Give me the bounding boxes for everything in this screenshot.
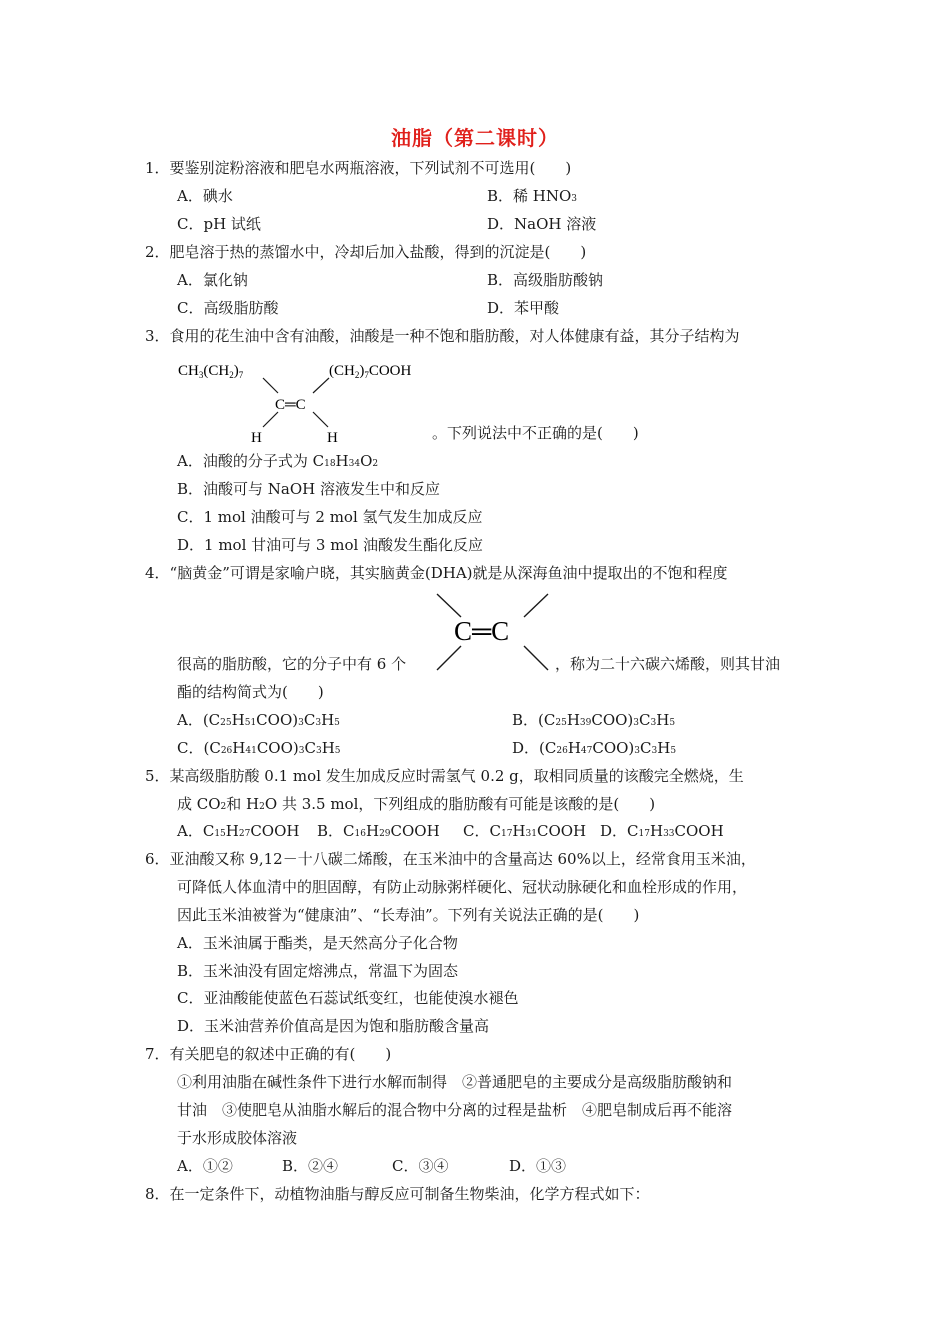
double-bond-structure bbox=[432, 588, 556, 676]
question-2-stem: 2．肥皂溶于热的蒸馏水中，冷却后加入盐酸，得到的沉淀是( ) bbox=[145, 243, 587, 261]
q7-statement-line-3: 于水形成胶体溶液 bbox=[177, 1129, 298, 1147]
bond-lower-right bbox=[524, 646, 548, 670]
question-6-line-3: 因此玉米油被誉为“健康油”、“长寿油”。下列有关说法正确的是( ) bbox=[177, 906, 640, 924]
q4-line-2-right: ，称为二十六碳六烯酸，则其甘油 bbox=[555, 655, 781, 673]
bond-upper-right bbox=[313, 378, 329, 393]
q2-option-c: C．高级脂肪酸 bbox=[177, 299, 279, 317]
q2-option-d: D．苯甲酸 bbox=[487, 299, 560, 317]
q4-option-a: A．(C25H51COO)3C3H5 bbox=[177, 711, 340, 729]
question-8-stem: 8．在一定条件下，动植物油脂与醇反应可制备生物柴油，化学方程式如下： bbox=[145, 1185, 650, 1203]
q3-stem-tail: 。下列说法中不正确的是( ) bbox=[432, 424, 639, 442]
q1-option-a: A．碘水 bbox=[177, 187, 233, 205]
q5-line-2: 成 CO2和 H2O 共 3.5 mol，下列组成的脂肪酸有可能是该酸的是( ) bbox=[177, 795, 656, 813]
q7-statement-line-1: ①利用油脂在碱性条件下进行水解而制得 ②普通肥皂的主要成分是高级脂肪酸钠和 bbox=[177, 1073, 733, 1091]
q7-option-b: B．②④ bbox=[282, 1157, 339, 1175]
q1-option-c: C．pH 试纸 bbox=[177, 215, 261, 233]
q1-option-b: B．稀 HNO3 bbox=[487, 187, 578, 205]
q5-option-a: A．C15H27COOH bbox=[177, 822, 300, 840]
q3-option-b: B．油酸可与 NaOH 溶液发生中和反应 bbox=[177, 480, 441, 498]
q3-option-a: A．油酸的分子式为 C18H34O2 bbox=[177, 452, 379, 470]
q5-option-b: B．C16H29COOH bbox=[317, 822, 440, 840]
structure-right-group: $(CH_2)_7COOH$ bbox=[329, 363, 412, 380]
q1-option-d: D．NaOH 溶液 bbox=[487, 215, 597, 233]
structure-double-bond: C═C bbox=[454, 616, 510, 646]
q4-option-d: D．(C26H47COO)3C3H5 bbox=[512, 739, 677, 757]
q5-option-c: C．C17H31COOH bbox=[463, 822, 587, 840]
q6-option-c: C．亚油酸能使蓝色石蕊试纸变红，也能使溴水褪色 bbox=[177, 989, 519, 1007]
question-6-line-1: 6．亚油酸又称 9,12－十八碳二烯酸，在玉米油中的含量高达 60%以上，经常食用玉米油， bbox=[145, 850, 756, 868]
bond-upper-left bbox=[437, 594, 461, 617]
question-1-stem: 1．要鉴别淀粉溶液和肥皂水两瓶溶液，下列试剂不可选用( ) bbox=[145, 159, 572, 177]
bond-lower-right bbox=[313, 412, 328, 427]
q4-line-2-left: 很高的脂肪酸，它的分子中有 6 个 bbox=[177, 655, 407, 673]
oleic-acid-structure bbox=[175, 356, 440, 448]
q6-option-b: B．玉米油没有固定熔沸点，常温下为固态 bbox=[177, 962, 459, 980]
bond-lower-left bbox=[263, 412, 278, 427]
question-7-stem: 7．有关肥皂的叙述中正确的有( ) bbox=[145, 1045, 392, 1063]
structure-double-bond: C═C bbox=[275, 397, 306, 413]
question-6-line-2: 可降低人体血清中的胆固醇，有防止动脉粥样硬化、冠状动脉硬化和血栓形成的作用， bbox=[177, 878, 748, 896]
q2-option-b: B．高级脂肪酸钠 bbox=[487, 271, 604, 289]
structure-left-group: $CH_3(CH_2)_7$ bbox=[178, 363, 244, 380]
bond-upper-left bbox=[263, 378, 278, 393]
q5-option-d: D．C17H33COOH bbox=[600, 822, 724, 840]
q6-option-a: A．玉米油属于酯类，是天然高分子化合物 bbox=[177, 934, 458, 952]
question-3-stem: 3．食用的花生油中含有油酸，油酸是一种不饱和脂肪酸，对人体健康有益，其分子结构为 bbox=[145, 327, 740, 345]
q2-option-a: A．氯化钠 bbox=[177, 271, 248, 289]
q6-option-d: D．玉米油营养价值高是因为饱和脂肪酸含量高 bbox=[177, 1017, 490, 1035]
question-4-stem: 4．“脑黄金”可谓是家喻户晓，其实脑黄金(DHA)就是从深海鱼油中提取出的不饱和程度 bbox=[145, 564, 728, 582]
q4-option-b: B．(C25H39COO)3C3H5 bbox=[512, 711, 676, 729]
bond-lower-left bbox=[437, 646, 461, 670]
q7-statement-line-2: 甘油 ③使肥皂从油脂水解后的混合物中分离的过程是盐析 ④肥皂制成后再不能溶 bbox=[177, 1101, 733, 1119]
q4-option-c: C．(C26H41COO)3C3H5 bbox=[177, 739, 341, 757]
page-title: 油脂（第二课时） bbox=[391, 126, 559, 150]
q4-line-3: 酯的结构简式为( ) bbox=[177, 683, 324, 701]
q7-option-d: D．①③ bbox=[509, 1157, 567, 1175]
structure-h-right: H bbox=[327, 430, 338, 446]
q7-option-a: A．①② bbox=[177, 1157, 233, 1175]
q7-option-c: C．③④ bbox=[392, 1157, 449, 1175]
q3-option-d: D．1 mol 甘油可与 3 mol 油酸发生酯化反应 bbox=[177, 536, 484, 554]
structure-h-left: H bbox=[251, 430, 262, 446]
bond-upper-right bbox=[524, 594, 548, 617]
q3-option-c: C．1 mol 油酸可与 2 mol 氢气发生加成反应 bbox=[177, 508, 483, 526]
question-5-stem: 5．某高级脂肪酸 0.1 mol 发生加成反应时需氢气 0.2 g，取相同质量的该酸完全燃烧，生 bbox=[145, 767, 744, 785]
